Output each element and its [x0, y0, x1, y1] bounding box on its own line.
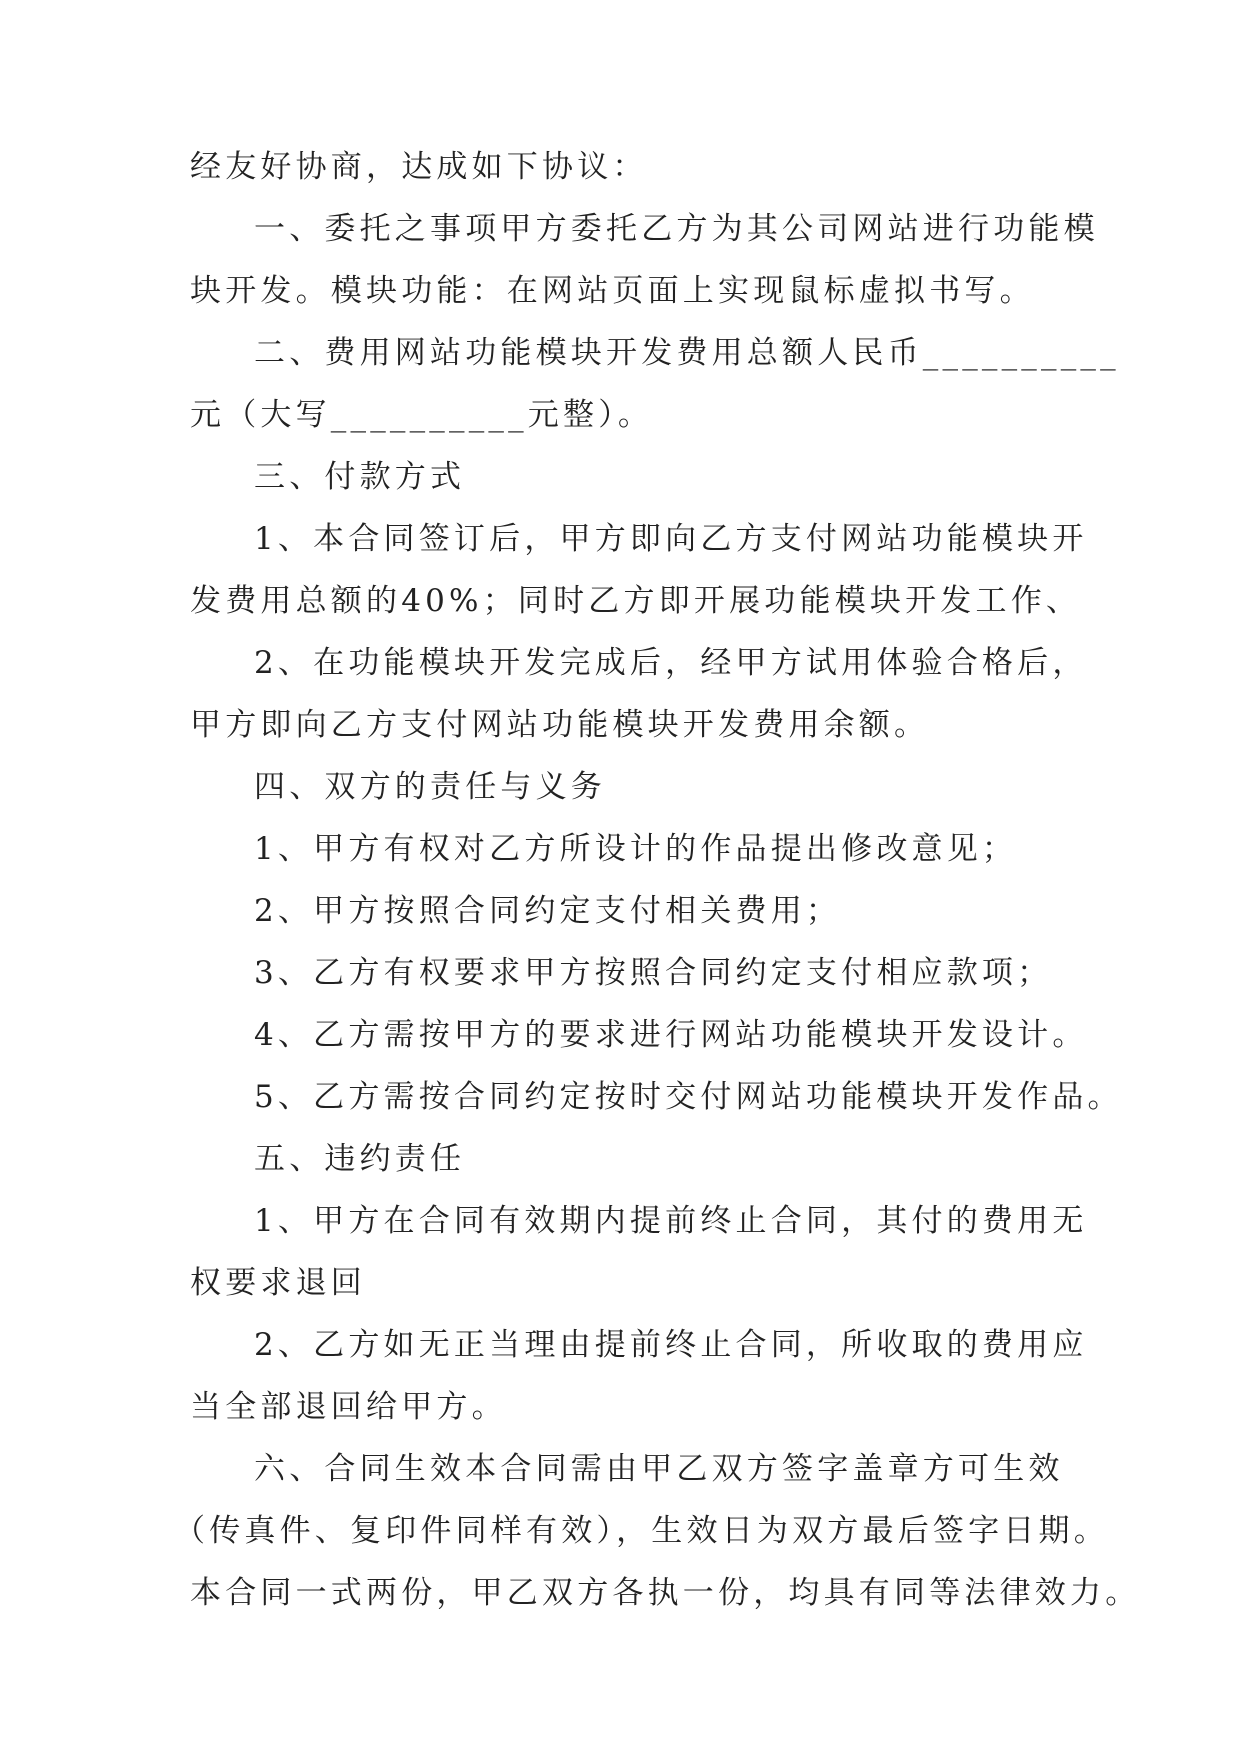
- paragraph-line: 经友好协商，达成如下协议：: [190, 149, 648, 185]
- paragraph-line: 元（大写__________元整）。: [190, 397, 654, 433]
- section-heading: 三、付款方式: [254, 459, 466, 495]
- paragraph-line: 2、乙方如无正当理由提前终止合同，所收取的费用应: [254, 1327, 1088, 1363]
- paragraph-line: 甲方即向乙方支付网站功能模块开发费用余额。: [190, 707, 930, 743]
- paragraph-line: 1、本合同签订后，甲方即向乙方支付网站功能模块开: [254, 521, 1088, 557]
- paragraph-line: 5、乙方需按合同约定按时交付网站功能模块开发作品。: [254, 1079, 1123, 1115]
- paragraph-line: 二、费用网站功能模块开发费用总额人民币__________: [254, 335, 1120, 371]
- paragraph-line: 本合同一式两份，甲乙双方各执一份，均具有同等法律效力。: [190, 1575, 1141, 1611]
- paragraph-line: 块开发。模块功能：在网站页面上实现鼠标虚拟书写。: [190, 273, 1035, 309]
- paragraph-line: 2、在功能模块开发完成后，经甲方试用体验合格后，: [254, 645, 1088, 681]
- paragraph-line: 当全部退回给甲方。: [190, 1389, 507, 1425]
- section-heading: 五、违约责任: [254, 1141, 466, 1177]
- paragraph-line: 一、委托之事项甲方委托乙方为其公司网站进行功能模: [254, 211, 1099, 247]
- section-heading: 四、双方的责任与义务: [254, 769, 606, 805]
- paragraph-line: 1、甲方在合同有效期内提前终止合同，其付的费用无: [254, 1203, 1088, 1239]
- paragraph-line: 六、合同生效本合同需由甲乙双方签字盖章方可生效: [254, 1451, 1064, 1487]
- paragraph-line: 3、乙方有权要求甲方按照合同约定支付相应款项；: [254, 955, 1053, 991]
- paragraph-line: 4、乙方需按甲方的要求进行网站功能模块开发设计。: [254, 1017, 1088, 1053]
- paragraph-line: 权要求退回: [190, 1265, 366, 1301]
- paragraph-line: 2、甲方按照合同约定支付相关费用；: [254, 893, 842, 929]
- paragraph-line: （传真件、复印件同样有效），生效日为双方最后签字日期。: [174, 1513, 1109, 1549]
- paragraph-line: 1、甲方有权对乙方所设计的作品提出修改意见；: [254, 831, 1018, 867]
- paragraph-line: 发费用总额的40%；同时乙方即开展功能模块开发工作、: [190, 583, 1082, 619]
